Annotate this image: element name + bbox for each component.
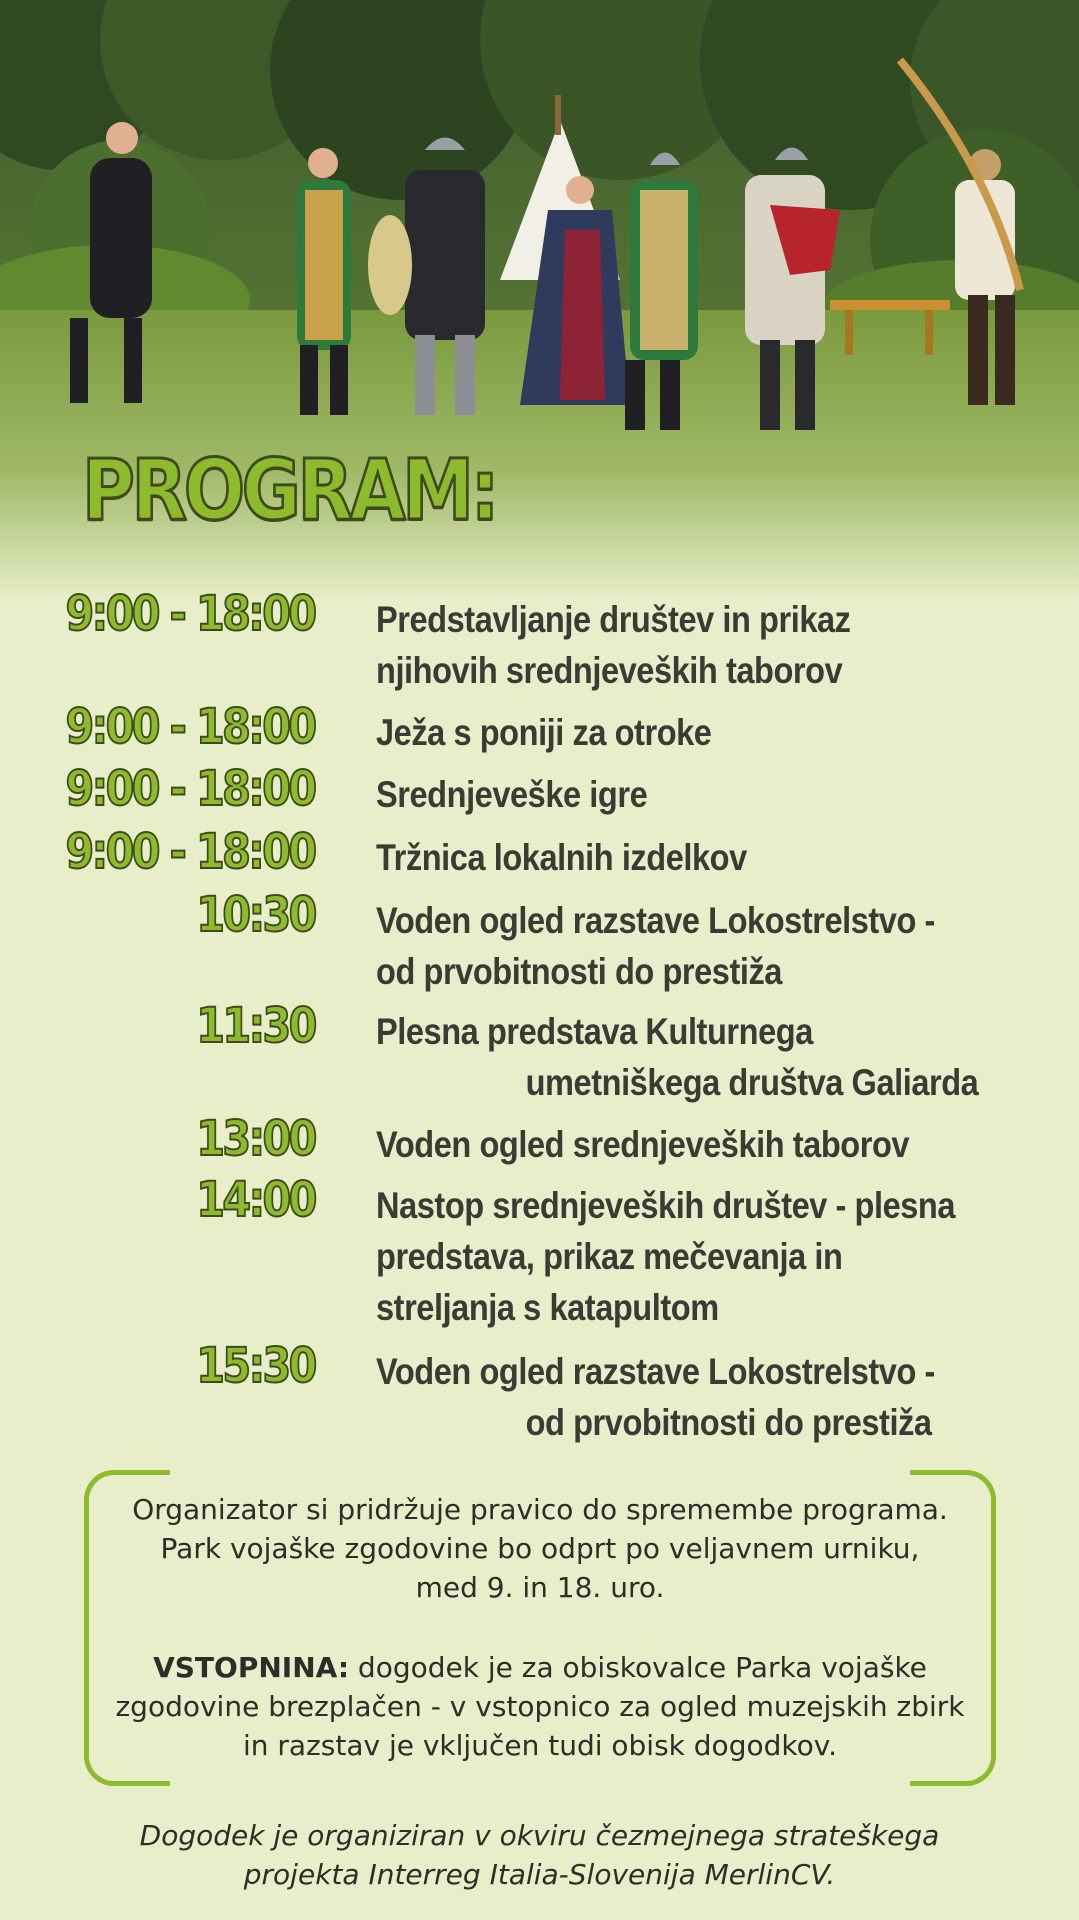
- schedule-description: Srednjeveške igre: [376, 774, 648, 815]
- admission-label: VSTOPNINA:: [153, 1651, 350, 1684]
- schedule-time: 9:00 - 18:00: [66, 824, 315, 880]
- schedule-description: Ježa s poniji za otroke: [376, 712, 712, 753]
- program-title: PROGRAM:: [82, 441, 497, 539]
- schedule-description: Voden ogled razstave Lokostrelstvo - od prvobitnosti do prestiža: [376, 1351, 935, 1443]
- schedule-description: Nastop srednjeveških društev - plesna predstava, prikaz mečevanja in streljanja s katapultom: [376, 1185, 956, 1328]
- schedule-time: 9:00 - 18:00: [66, 761, 315, 817]
- schedule-description: Voden ogled srednjeveških taborov: [376, 1124, 910, 1165]
- schedule-time: 10:30: [196, 887, 315, 943]
- schedule-description: Tržnica lokalnih izdelkov: [376, 837, 747, 878]
- notice-text: Organizator si pridržuje pravico do spremembe programa. Park vojaške zgodovine bo odprt po veljavnem urniku, med 9. in 18. uro.: [132, 1493, 948, 1604]
- schedule-time: 9:00 - 18:00: [66, 586, 315, 642]
- admission-text: VSTOPNINA: dogodek je za obiskovalce Parka vojaške zgodovine brezplačen - v vstopnico za ogled muzejskih zbirk in razstav je vključen tudi obisk dogodkov.: [115, 1651, 965, 1762]
- schedule-time: 14:00: [196, 1172, 315, 1228]
- schedule-time: 9:00 - 18:00: [66, 699, 315, 755]
- schedule-time: 13:00: [196, 1111, 315, 1167]
- notice-box: [84, 1470, 996, 1786]
- footer-note: Dogodek je organiziran v okviru čezmejnega strateškega projekta Interreg Italia-Slovenija MerlinCV.: [139, 1819, 940, 1891]
- schedule-description: Voden ogled razstave Lokostrelstvo - od prvobitnosti do prestiža: [376, 900, 935, 992]
- schedule-description: Plesna predstava Kulturnega umetniškega društva Galiarda: [376, 1011, 979, 1103]
- schedule-description: Predstavljanje društev in prikaz njihovih srednjeveških taborov: [376, 599, 851, 691]
- schedule-time: 15:30: [196, 1338, 315, 1394]
- schedule-time: 11:30: [196, 998, 315, 1054]
